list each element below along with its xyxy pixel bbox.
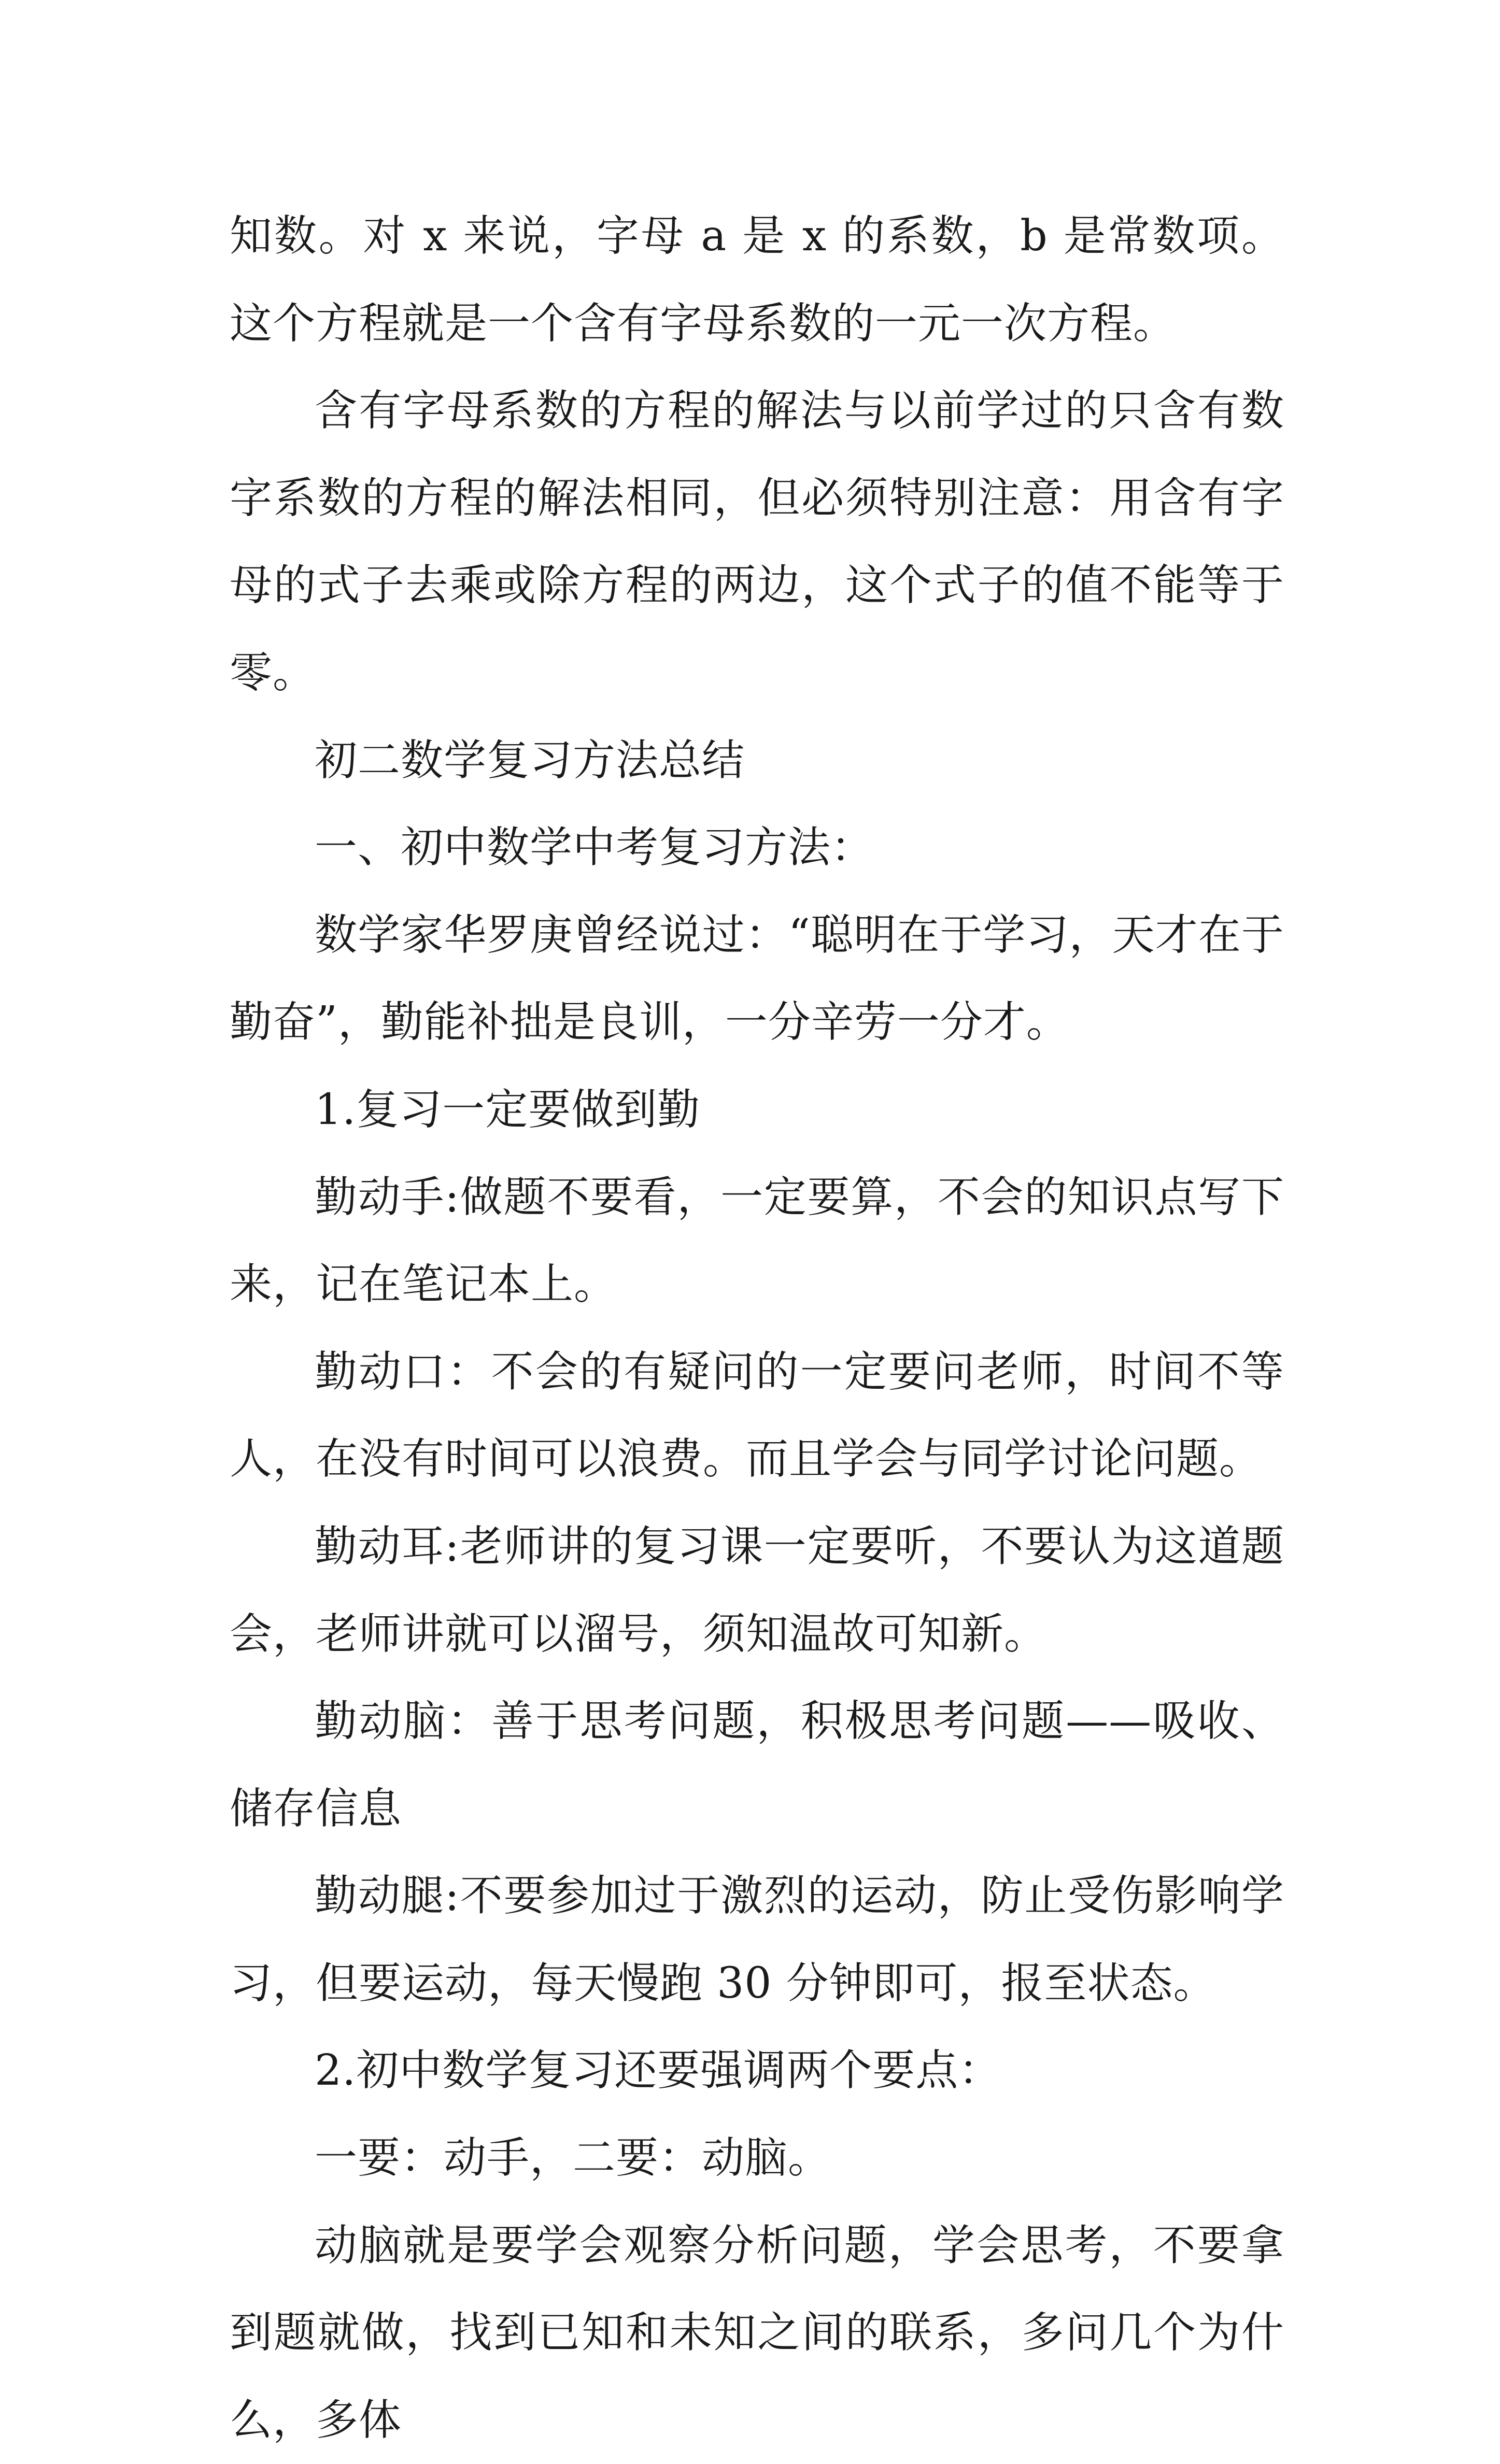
paragraph-thinking: 动脑就是要学会观察分析问题，学会思考，不要拿到题就做，找到已知和未知之间的联系，多问几个为什么，多体 — [230, 2220, 1284, 2445]
paragraph-two-musts: 一要：动手，二要：动脑。 — [315, 2133, 831, 2183]
paragraph-ears: 勤动耳:老师讲的复习课一定要听，不要认为这道题会，老师讲就可以溜号，须知温故可知新。 — [230, 1521, 1284, 1659]
section-title: 初二数学复习方法总结 — [315, 735, 745, 785]
section-heading-1: 一、初中数学中考复习方法： — [315, 823, 874, 873]
paragraph-hands: 勤动手:做题不要看，一定要算，不会的知识点写下来，记在笔记本上。 — [230, 1172, 1284, 1309]
subheading-diligence: 1.复习一定要做到勤 — [315, 1085, 701, 1134]
paragraph-quote: 数学家华罗庚曾经说过：“聪明在于学习，天才在于勤奋”，勤能补拙是良训，一分辛劳一分才。 — [230, 910, 1284, 1047]
subheading-two-points: 2.初中数学复习还要强调两个要点： — [315, 2046, 1002, 2096]
paragraph-solving-note: 含有字母系数的方程的解法与以前学过的只含有数字系数的方程的解法相同，但必须特别注意：用含有字母的式子去乘或除方程的两边，这个式子的值不能等于零。 — [230, 386, 1284, 697]
paragraph-mouth: 勤动口：不会的有疑问的一定要问老师，时间不等人，在没有时间可以浪费。而且学会与同学讨论问题。 — [230, 1347, 1284, 1484]
document-body — [230, 193, 1284, 2464]
paragraph-legs: 勤动腿:不要参加过于激烈的运动，防止受伤影响学习，但要运动，每天慢跑 30 分钟即可，报至状态。 — [230, 1871, 1284, 2008]
paragraph-continuation: 知数。对 x 来说，字母 a 是 x 的系数，b 是常数项。这个方程就是一个含有字母系数的一元一次方程。 — [230, 211, 1284, 348]
paragraph-brain: 勤动脑：善于思考问题，积极思考问题——吸收、储存信息 — [230, 1697, 1284, 1833]
